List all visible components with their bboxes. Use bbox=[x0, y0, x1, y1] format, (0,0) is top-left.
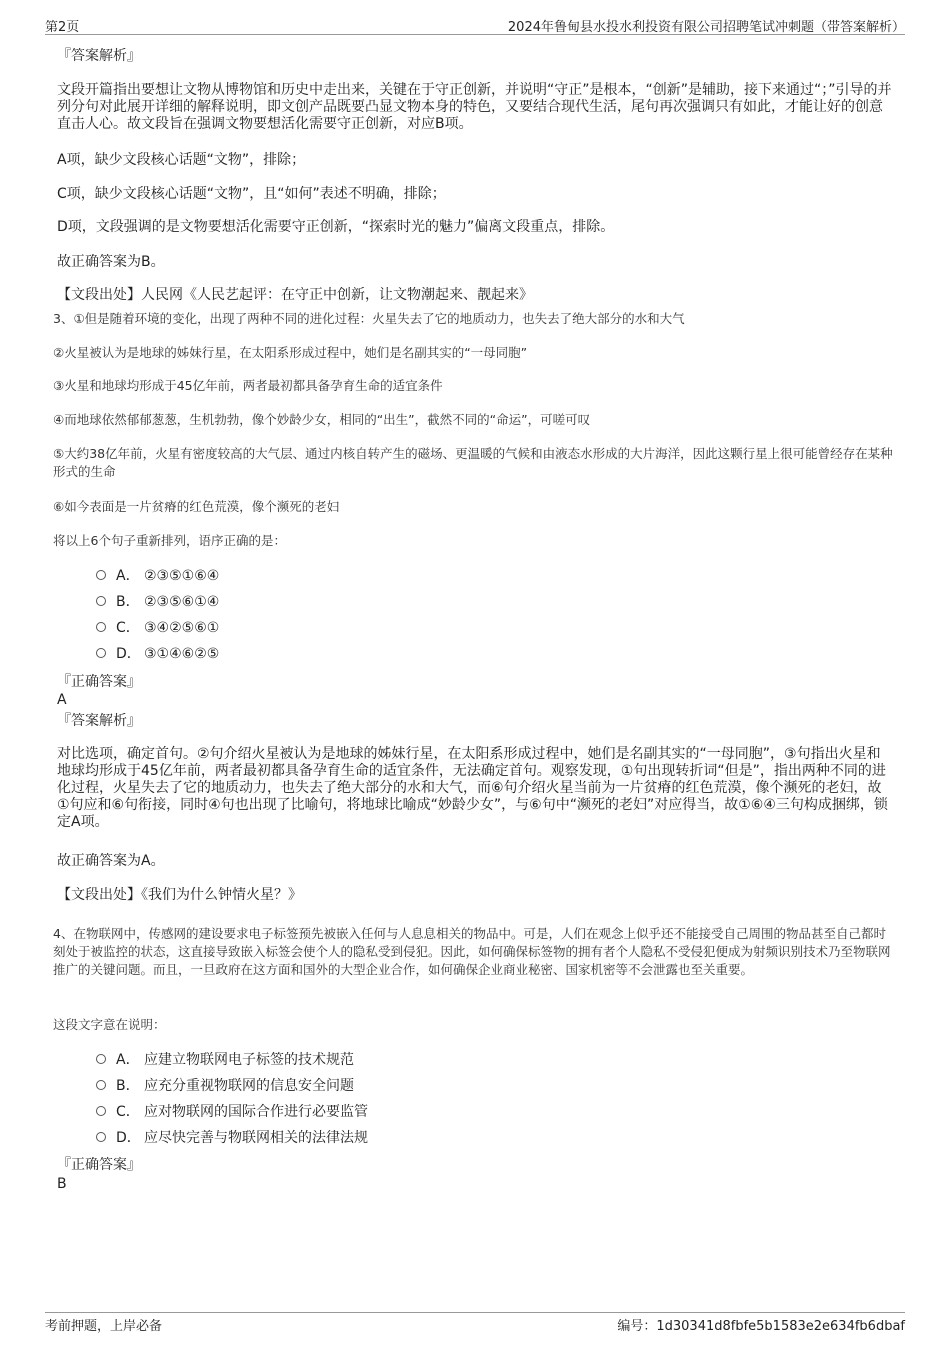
q3-sentence-3: ③火星和地球均形成于45亿年前，两者最初都具备孕育生命的适宜条件 bbox=[53, 378, 443, 393]
page-number: 第2页 bbox=[45, 20, 80, 35]
q3-sentence-5: ⑤大约38亿年前，火星有密度较高的大气层、通过内核自转产生的磁场、更温暖的气候和由液态水形成的大片海洋，因此这颗行星上很可能曾经存在某种形式的生命 bbox=[53, 446, 893, 479]
q3-option-b[interactable]: B． ②③⑤⑥①④ bbox=[96, 593, 219, 611]
q3-option-a[interactable]: A． ②③⑤①⑥④ bbox=[96, 567, 219, 585]
page-header bbox=[45, 14, 905, 35]
q4-option-a[interactable]: A． 应建立物联网电子标签的技术规范 bbox=[96, 1051, 354, 1069]
q2-conclusion: 故正确答案为B。 bbox=[57, 254, 165, 270]
q3-analysis-heading: 『答案解析』 bbox=[57, 713, 141, 729]
q2-analysis-text: 文段开篇指出要想让文物从博物馆和历史中走出来，关键在于守正创新，并说明“守正”是根本，“创新”是辅助，接下来通过“；”引导的并列分句对此展开详细的解释说明，即文创产品既要凸显文物本身的特色，又要结合现代生活，尾句再次强调只有如此，才能让好的创意直击人心。故文段旨在强调文物要想活化需要守正创新，对应B项。 bbox=[57, 82, 892, 132]
q4-answer: B bbox=[57, 1176, 67, 1192]
q4-option-b[interactable]: B． 应充分重视物联网的信息安全问题 bbox=[96, 1077, 354, 1095]
q3-prompt: 将以上6个句子重新排列，语序正确的是： bbox=[53, 533, 286, 548]
radio-icon[interactable] bbox=[96, 596, 106, 606]
footer-code: 编号：1d30341d8fbfe5b1583e2e634fb6dbaf bbox=[617, 1319, 905, 1334]
q3-answer-heading: 『正确答案』 bbox=[57, 674, 141, 690]
q3-conclusion: 故正确答案为A。 bbox=[57, 853, 165, 869]
radio-icon[interactable] bbox=[96, 1080, 106, 1090]
radio-icon[interactable] bbox=[96, 648, 106, 658]
q3-option-c[interactable]: C． ③④②⑤⑥① bbox=[96, 619, 219, 637]
q3-analysis-text: 对比选项，确定首句。②句介绍火星被认为是地球的姊妹行星，在太阳系形成过程中，她们是名副其实的“一母同胞”，③句指出火星和地球均形成于45亿年前，两者最初都具备孕育生命的适宜条件，无法确定首句。观察发现，①句出现转折词“但是”，指出两种不同的进化过程，火星失去了它的地质动力，也失去了绝大部分的水和大气，而⑥句介绍火星当前为一片贫瘠的红色荒漠，像个濒死的老妇，故①句应和⑥句衔接，同时④句也出现了比喻句，将地球比喻成“妙龄少女”，与⑥句中“濒死的老妇”对应得当，故①⑥④三句构成捆绑，锁定A项。 bbox=[57, 746, 888, 830]
q4-answer-heading: 『正确答案』 bbox=[57, 1157, 141, 1173]
q3-source: 【文段出处】《我们为什么钟情火星？》 bbox=[57, 887, 302, 903]
document-title: 2024年鲁甸县水投水利投资有限公司招聘笔试冲刺题（带答案解析） bbox=[507, 20, 905, 35]
page-footer bbox=[45, 1312, 905, 1337]
q2-analysis-heading: 『答案解析』 bbox=[57, 48, 141, 64]
q3-sentence-1: 3、①但是随着环境的变化，出现了两种不同的进化过程：火星失去了它的地质动力，也失去了绝大部分的水和大气 bbox=[53, 311, 685, 326]
q2-option-a-analysis: A项，缺少文段核心话题“文物”，排除； bbox=[57, 152, 306, 168]
q3-answer: A bbox=[57, 692, 67, 708]
q4-prompt: 这段文字意在说明： bbox=[53, 1017, 166, 1032]
q4-option-c[interactable]: C． 应对物联网的国际合作进行必要监管 bbox=[96, 1103, 368, 1121]
q2-source: 【文段出处】人民网《人民艺起评：在守正中创新，让文物潮起来、靓起来》 bbox=[57, 287, 533, 303]
radio-icon[interactable] bbox=[96, 1106, 106, 1116]
q3-option-d[interactable]: D． ③①④⑥②⑤ bbox=[96, 645, 219, 663]
radio-icon[interactable] bbox=[96, 1054, 106, 1064]
q2-option-d-analysis: D项，文段强调的是文物要想活化需要守正创新，“探索时光的魅力”偏离文段重点，排除。 bbox=[57, 219, 615, 235]
q3-sentence-4: ④而地球依然郁郁葱葱，生机勃勃，像个妙龄少女，相同的“出生”，截然不同的“命运”，可嗟可叹 bbox=[53, 412, 591, 427]
radio-icon[interactable] bbox=[96, 1132, 106, 1142]
q2-option-c-analysis: C项，缺少文段核心话题“文物”，且“如何”表述不明确，排除； bbox=[57, 186, 446, 202]
q4-stem: 4、在物联网中，传感网的建设要求电子标签预先被嵌入任何与人息息相关的物品中。可是，人们在观念上似乎还不能接受自己周围的物品甚至自己都时刻处于被监控的状态，这直接导致嵌入标签会使个人的隐私受到侵犯。因此，如何确保标签物的拥有者个人隐私不受侵犯便成为射频识别技术乃至物联网推广的关键问题。而且，一旦政府在这方面和国外的大型企业合作，如何确保企业商业秘密、国家机密等不会泄露也至关重要。 bbox=[53, 926, 891, 977]
footer-slogan: 考前押题，上岸必备 bbox=[45, 1319, 163, 1334]
q3-sentence-6: ⑥如今表面是一片贫瘠的红色荒漠，像个濒死的老妇 bbox=[53, 499, 340, 514]
radio-icon[interactable] bbox=[96, 622, 106, 632]
q3-sentence-2: ②火星被认为是地球的姊妹行星，在太阳系形成过程中，她们是名副其实的“一母同胞” bbox=[53, 345, 528, 360]
radio-icon[interactable] bbox=[96, 570, 106, 580]
q4-option-d[interactable]: D． 应尽快完善与物联网相关的法律法规 bbox=[96, 1129, 368, 1147]
